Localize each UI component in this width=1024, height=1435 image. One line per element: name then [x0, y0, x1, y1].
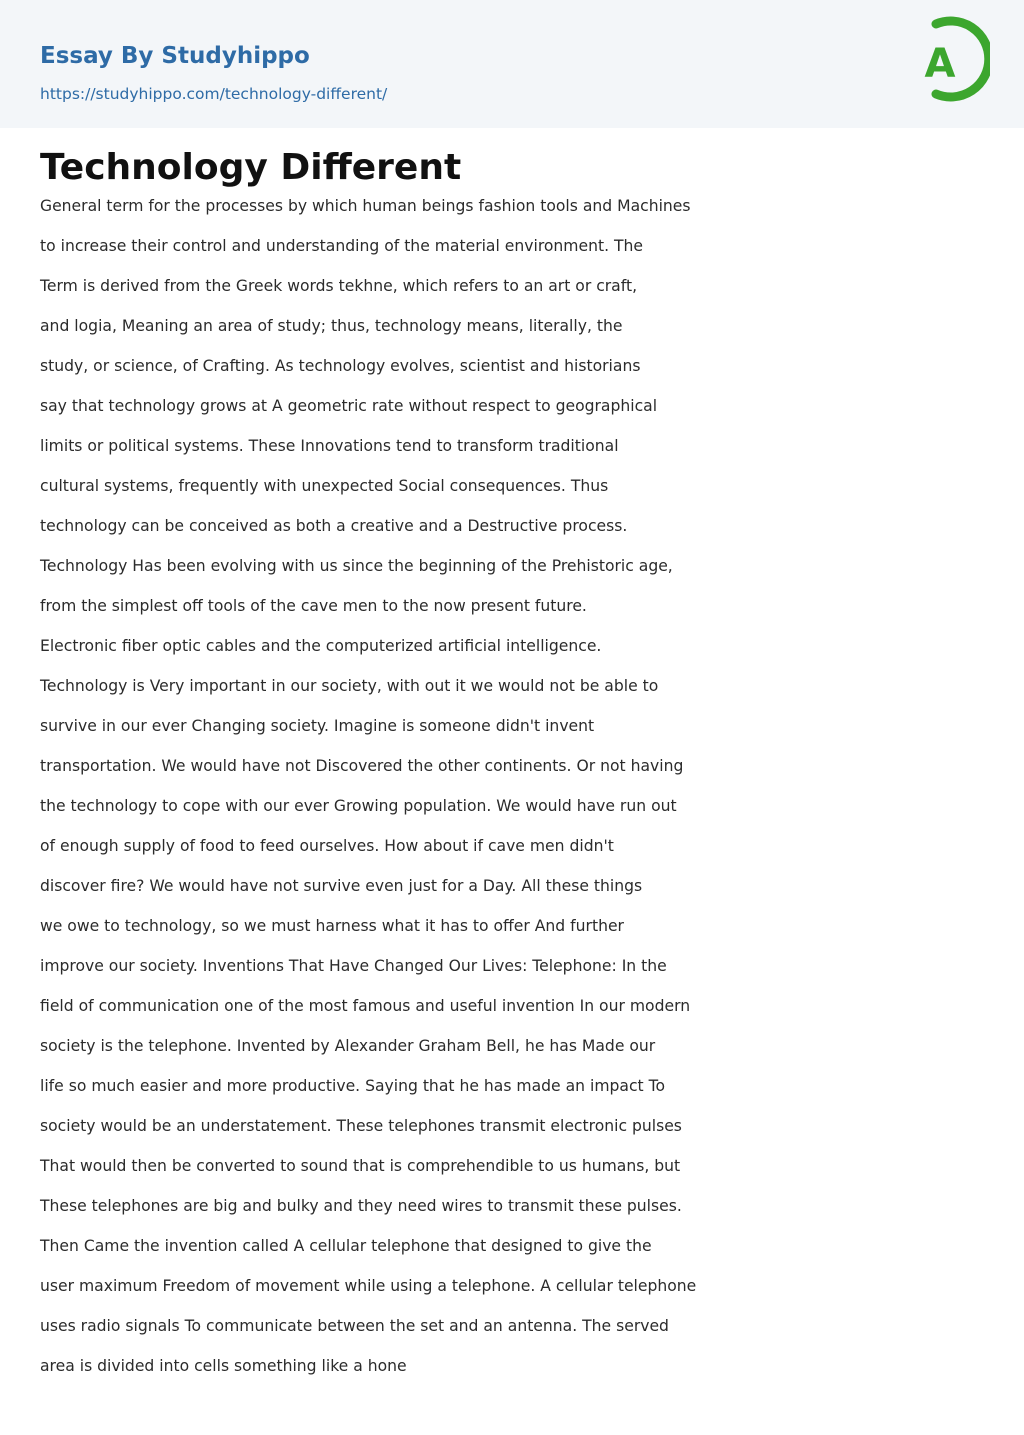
essay-text-line: the technology to cope with our ever Growing population. We would have run out	[40, 797, 677, 815]
essay-text-line: That would then be converted to sound that is comprehendible to us humans, but	[40, 1157, 681, 1175]
essay-text-line: of enough supply of food to feed ourselves. How about if cave men didn't	[40, 837, 614, 855]
essay-body	[40, 192, 780, 1392]
essay-title: Technology Different	[40, 147, 462, 188]
essay-text-line: Term is derived from the Greek words tekhne, which refers to an art or craft,	[40, 277, 638, 295]
essay-text-line: say that technology grows at A geometric rate without respect to geographical	[40, 397, 658, 415]
essay-text-line: area is divided into cells something like a hone	[40, 1357, 407, 1375]
page-header	[0, 0, 1024, 128]
essay-text-line: cultural systems, frequently with unexpected Social consequences. Thus	[40, 477, 609, 495]
essay-text-line: uses radio signals To communicate between the set and an antenna. The served	[40, 1317, 669, 1335]
essay-text-line: These telephones are big and bulky and they need wires to transmit these pulses.	[40, 1197, 682, 1215]
essay-text-line: field of communication one of the most famous and useful invention In our modern	[40, 997, 691, 1015]
essay-text-line: Electronic fiber optic cables and the computerized artificial intelligence.	[40, 637, 602, 655]
essay-text-line: discover fire? We would have not survive even just for a Day. All these things	[40, 877, 643, 895]
essay-text-line: technology can be conceived as both a creative and a Destructive process.	[40, 517, 628, 535]
essay-text-line: Then Came the invention called A cellular telephone that designed to give the	[40, 1237, 652, 1255]
brand-title: Essay By Studyhippo	[40, 43, 310, 69]
essay-text-line: survive in our ever Changing society. Imagine is someone didn't invent	[40, 717, 595, 735]
logo-letter: A	[924, 41, 956, 87]
essay-text-line: society would be an understatement. These telephones transmit electronic pulses	[40, 1117, 682, 1135]
essay-text-line: to increase their control and understanding of the material environment. The	[40, 237, 644, 255]
essay-text-line: study, or science, of Crafting. As technology evolves, scientist and historians	[40, 357, 641, 375]
essay-text-line: life so much easier and more productive. Saying that he has made an impact To	[40, 1077, 666, 1095]
source-url-link[interactable]: https://studyhippo.com/technology-different/	[40, 85, 388, 103]
studyhippo-logo-icon	[906, 16, 990, 108]
essay-text-line: Technology Has been evolving with us since the beginning of the Prehistoric age,	[40, 557, 673, 575]
essay-text-line: improve our society. Inventions That Have Changed Our Lives: Telephone: In the	[40, 957, 667, 975]
essay-text-line: from the simplest off tools of the cave men to the now present future.	[40, 597, 587, 615]
essay-text-line: General term for the processes by which human beings fashion tools and Machines	[40, 197, 691, 215]
essay-text-line: we owe to technology, so we must harness what it has to offer And further	[40, 917, 624, 935]
essay-text-line: society is the telephone. Invented by Alexander Graham Bell, he has Made our	[40, 1037, 656, 1055]
essay-text-line: and logia, Meaning an area of study; thus, technology means, literally, the	[40, 317, 623, 335]
essay-text-line: Technology is Very important in our society, with out it we would not be able to	[40, 677, 659, 695]
essay-text-line: user maximum Freedom of movement while using a telephone. A cellular telephone	[40, 1277, 697, 1295]
essay-text-line: limits or political systems. These Innovations tend to transform traditional	[40, 437, 619, 455]
essay-text-line: transportation. We would have not Discovered the other continents. Or not having	[40, 757, 684, 775]
